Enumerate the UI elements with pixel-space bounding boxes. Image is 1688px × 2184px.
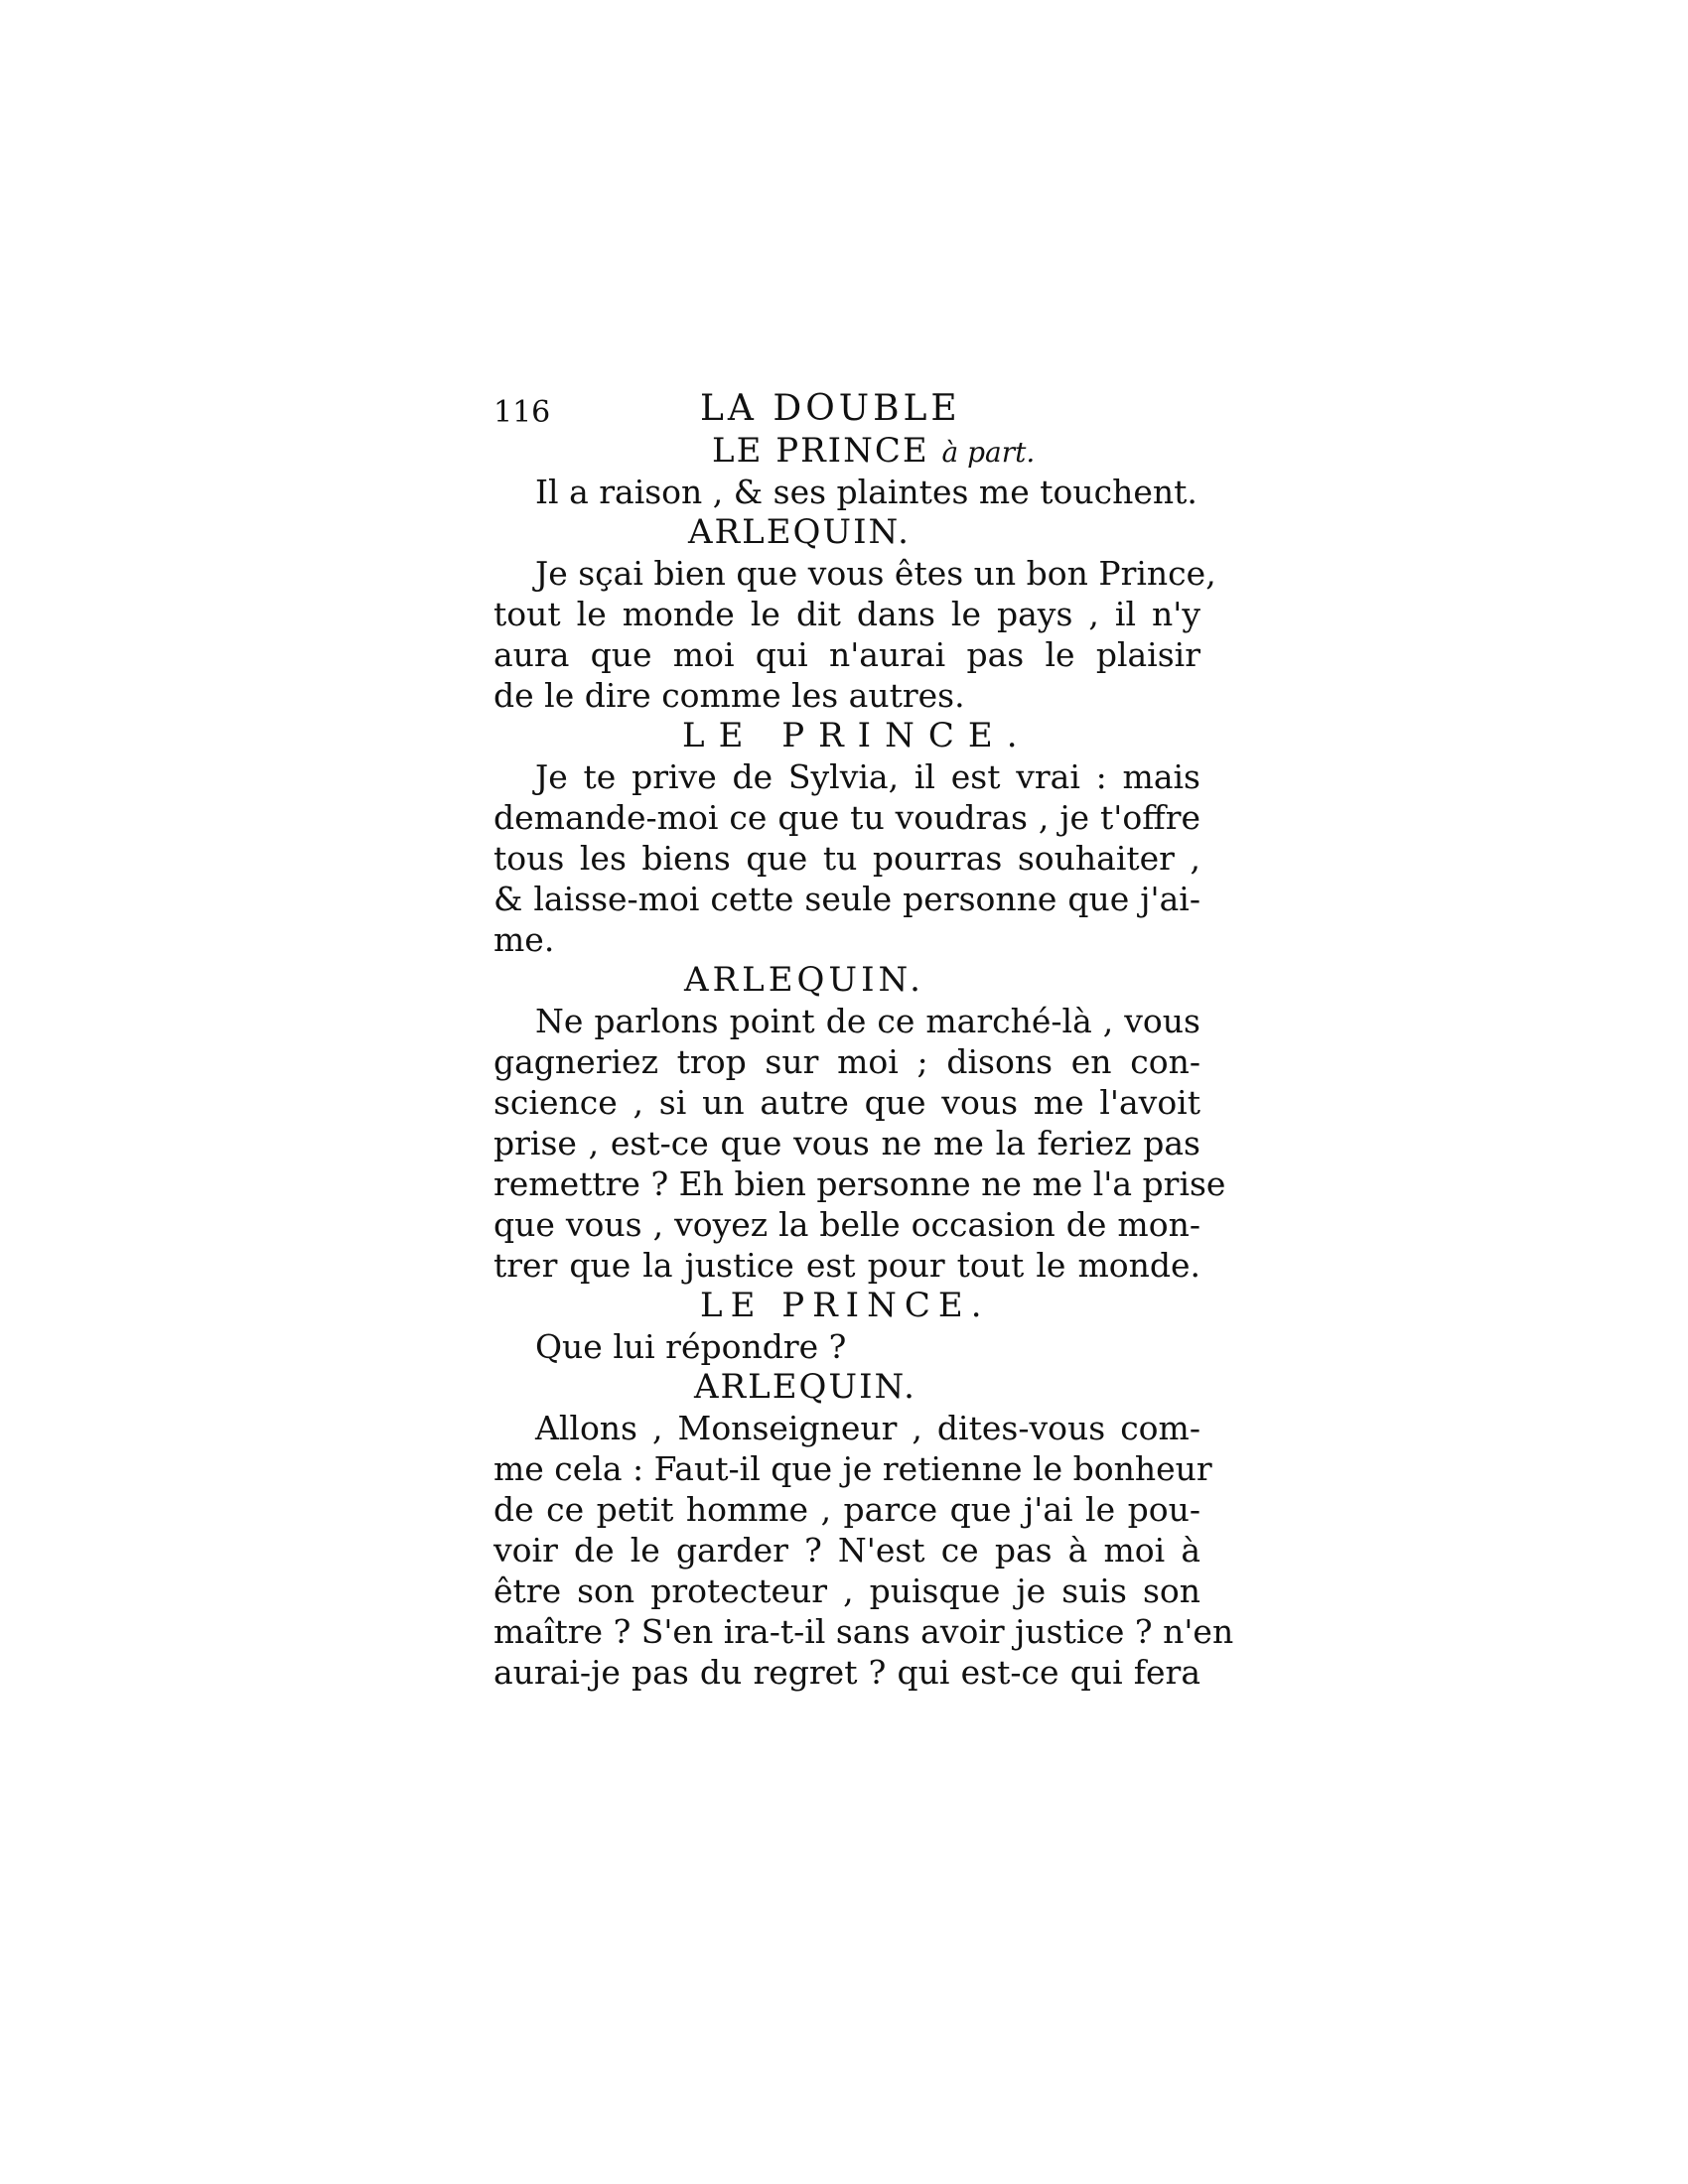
speaker-heading: ARLEQUIN. bbox=[688, 512, 911, 552]
text-line: prise , est-ce que vous ne me la feriez pas bbox=[493, 1124, 1200, 1162]
text-line: tous les biens que tu pourras souhaiter , bbox=[493, 839, 1200, 878]
text-line: maître ? S'en ira-t-il sans avoir justice ? n'en bbox=[493, 1612, 1234, 1651]
text-line: être son protecteur , puisque je suis son bbox=[493, 1571, 1200, 1610]
text-line: science , si un autre que vous me l'avoit bbox=[493, 1083, 1200, 1122]
running-head bbox=[493, 387, 1200, 431]
speaker-heading bbox=[493, 1286, 1200, 1326]
text-line: Je te prive de Sylvia, il est vrai : mais bbox=[535, 757, 1200, 796]
speaker-heading: ARLEQUIN. bbox=[684, 960, 924, 1000]
running-title: LA DOUBLE bbox=[700, 388, 961, 429]
text-line: demande-moi ce que tu voudras , je t'offre bbox=[493, 798, 1200, 837]
text-line: Allons , Monseigneur , dites-vous com- bbox=[535, 1409, 1200, 1447]
text-line: me cela : Faut-il que je retienne le bonheur bbox=[493, 1449, 1212, 1488]
speaker-heading: ARLEQUIN. bbox=[694, 1367, 916, 1407]
stage-direction: à part. bbox=[941, 436, 1036, 469]
page-number: 116 bbox=[493, 395, 551, 430]
text-line: que vous , voyez la belle occasion de mon- bbox=[493, 1205, 1200, 1244]
text-line: de le dire comme les autres. bbox=[493, 676, 965, 715]
text-line: tout le monde le dit dans le pays , il n'y bbox=[493, 595, 1200, 633]
speaker-name: LE PRINCE. bbox=[700, 1286, 990, 1325]
speaker-heading bbox=[493, 431, 1200, 472]
text-line: & laisse-moi cette seule personne que j'ai- bbox=[493, 880, 1200, 918]
text-line: Ne parlons point de ce marché-là , vous bbox=[535, 1002, 1200, 1040]
text-line: Il a raison , & ses plaintes me touchent. bbox=[535, 473, 1197, 511]
speaker-heading bbox=[493, 716, 1200, 756]
text-line: aura que moi qui n'aurai pas le plaisir bbox=[493, 635, 1200, 674]
text-line: me. bbox=[493, 920, 555, 959]
text-block bbox=[493, 387, 1234, 1693]
speaker-name: LE PRINCE bbox=[712, 431, 929, 471]
speaker-name: LE PRINCE. bbox=[682, 716, 1032, 755]
text-line: aurai-je pas du regret ? qui est-ce qui fera bbox=[493, 1653, 1200, 1692]
text-line: remettre ? Eh bien personne ne me l'a prise bbox=[493, 1164, 1226, 1203]
text-line: Je sçai bien que vous êtes un bon Prince, bbox=[535, 554, 1216, 593]
text-line: voir de le garder ? N'est ce pas à moi à bbox=[493, 1531, 1200, 1570]
text-line: trer que la justice est pour tout le monde. bbox=[493, 1246, 1200, 1285]
text-line: Que lui répondre ? bbox=[535, 1327, 847, 1366]
text-line: de ce petit homme , parce que j'ai le pou- bbox=[493, 1490, 1200, 1529]
text-line: gagneriez trop sur moi ; disons en con- bbox=[493, 1042, 1200, 1081]
